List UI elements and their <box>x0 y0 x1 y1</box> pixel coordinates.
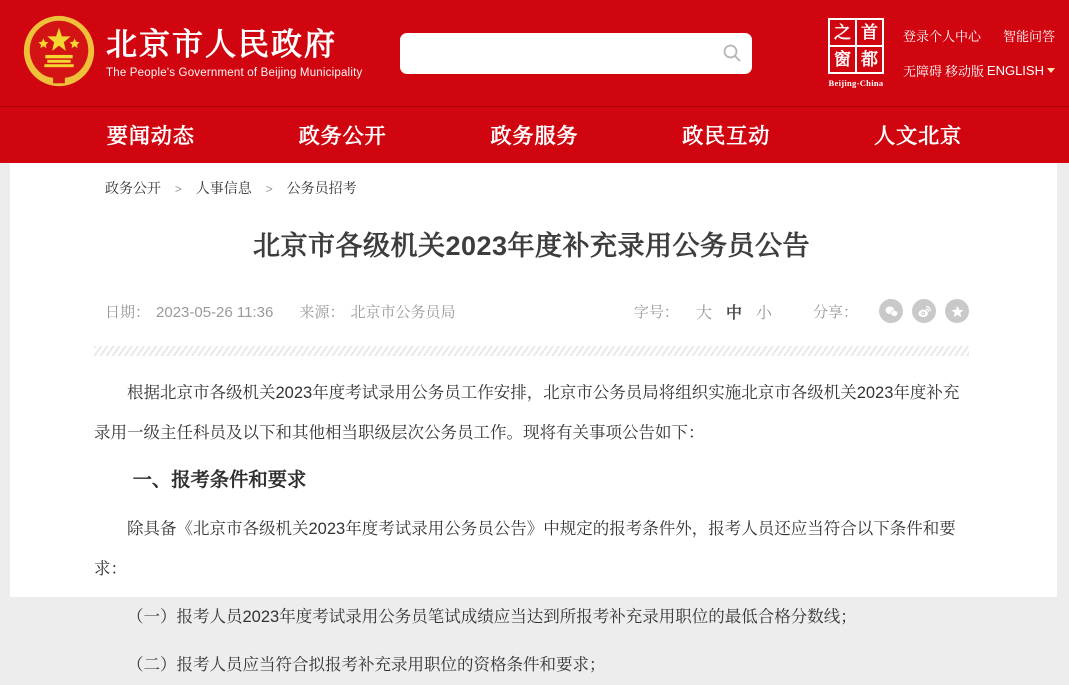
seal-char: 首 <box>857 20 882 45</box>
mobile-version-link[interactable]: 移动版 <box>944 64 984 79</box>
date-value: 2023-05-26 11:36 <box>156 303 274 321</box>
seal-char: 都 <box>857 47 882 72</box>
article-meta-left <box>105 301 462 322</box>
site-title: 北京市人民政府 <box>106 26 337 62</box>
smart-qa-link[interactable]: 智能问答 <box>1002 29 1055 44</box>
english-language-link[interactable] <box>987 63 1055 78</box>
search-input[interactable] <box>400 33 712 74</box>
seal-char: 之 <box>830 20 855 45</box>
site-subtitle: The People's Government of Beijing Municipality <box>106 67 363 80</box>
font-size-label: 字号： <box>633 303 679 321</box>
nav-item-news[interactable]: 要闻动态 <box>106 125 195 148</box>
breadcrumb-separator: > <box>174 182 182 196</box>
article-meta-right <box>634 299 969 323</box>
nav-item-gov-disclosure[interactable]: 政务公开 <box>298 125 387 148</box>
hatched-divider <box>94 346 969 356</box>
font-size-large-button[interactable]: 大 <box>695 304 712 322</box>
accessibility-link[interactable]: 无障碍 <box>903 64 943 79</box>
article-body <box>94 373 969 685</box>
english-label: ENGLISH <box>986 63 1044 78</box>
source-label: 来源： <box>299 303 345 321</box>
search-bar[interactable] <box>400 33 752 74</box>
date-label: 日期： <box>105 303 151 321</box>
chevron-down-icon <box>1047 68 1055 73</box>
site-title-block <box>106 27 362 80</box>
breadcrumb <box>94 178 969 198</box>
site-header <box>0 0 1069 106</box>
article-paragraph: （二）报考人员应当符合拟报考补充录用职位的资格条件和要求； <box>127 656 606 674</box>
main-nav <box>0 106 1069 163</box>
article-page <box>10 163 1057 674</box>
breadcrumb-link-civil-servant-recruit[interactable]: 公务员招考 <box>286 180 357 196</box>
article-paragraph: 根据北京市各级机关2023年度考试录用公务员工作安排，北京市公务员局将组织实施北京市各级机关2023年度补充录用一级主任科员及以下和其他相当职级层次公务员工作。现将有关事项公告如下： <box>94 384 960 442</box>
article-paragraph: （一）报考人员2023年度考试录用公务员笔试成绩应当达到所报考补充录用职位的最低合格分数线； <box>127 608 857 626</box>
breadcrumb-separator: > <box>265 182 273 196</box>
favorite-star-icon[interactable] <box>945 299 969 323</box>
article-section-heading: 一、报考条件和要求 <box>132 470 307 491</box>
font-size-small-button[interactable]: 小 <box>755 304 772 322</box>
nav-item-gov-services[interactable]: 政务服务 <box>490 125 579 148</box>
article-title: 北京市各级机关2023年度补充录用公务员公告 <box>252 231 811 261</box>
seal-caption: Beijing-China <box>828 78 884 88</box>
weibo-share-icon[interactable] <box>912 299 936 323</box>
seal-char: 窗 <box>830 47 855 72</box>
breadcrumb-link-personnel-info[interactable]: 人事信息 <box>195 180 252 196</box>
nav-item-beijing-culture[interactable]: 人文北京 <box>874 125 963 148</box>
header-links <box>903 26 1055 80</box>
article-meta-row <box>94 299 969 323</box>
national-emblem-icon <box>18 12 100 94</box>
nav-item-public-interaction[interactable]: 政民互动 <box>682 125 771 148</box>
search-icon[interactable] <box>712 33 752 74</box>
share-label: 分享： <box>812 303 858 321</box>
login-personal-center-link[interactable]: 登录个人中心 <box>903 29 982 44</box>
source-value: 北京市公务员局 <box>350 303 456 321</box>
wechat-share-icon[interactable] <box>879 299 903 323</box>
article-paragraph: 除具备《北京市各级机关2023年度考试录用公务员公告》中规定的报考条件外，报考人员还应当符合以下条件和要求： <box>94 520 956 578</box>
font-size-medium-button[interactable]: 中 <box>725 304 742 322</box>
capital-window-logo[interactable] <box>825 18 887 88</box>
breadcrumb-link-gov-disclosure[interactable]: 政务公开 <box>105 180 161 196</box>
capital-window-seal <box>828 18 884 74</box>
